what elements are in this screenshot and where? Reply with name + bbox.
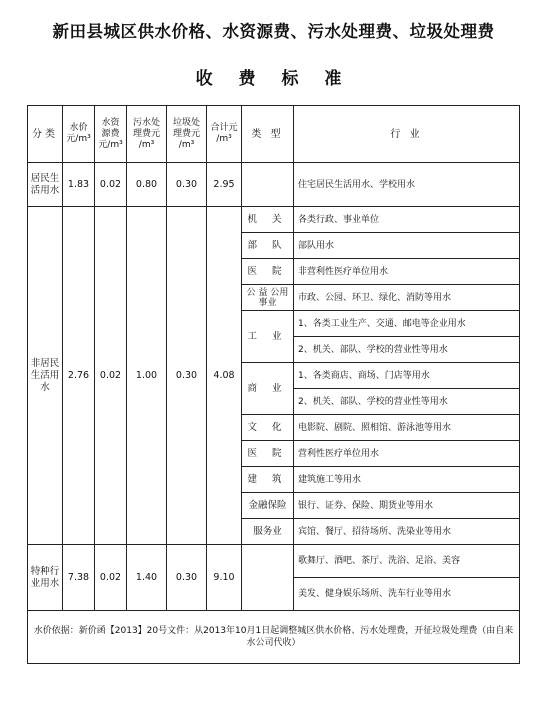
water-price-cell: 1.83 [63,163,95,207]
resource-fee-cell: 0.02 [95,545,127,611]
header-sewage-fee: 污水处 理费元 /m³ [127,106,167,163]
industry-cell: 住宅居民生活用水、学校用水 [294,163,520,207]
type-cell: 文 化 [242,415,294,441]
header-resource-fee: 水资 源费 元/m³ [95,106,127,163]
type-cell: 商 业 [242,363,294,415]
type-cell: 机 关 [242,207,294,233]
table-row [28,163,520,207]
type-cell-empty [242,163,294,207]
sewage-fee-cell: 1.40 [127,545,167,611]
industry-cell: 非营利性医疗单位用水 [294,259,520,285]
table-header-row [28,106,520,163]
garbage-fee-cell: 0.30 [167,163,207,207]
document-title: 新田县城区供水价格、水资源费、污水处理费、垃圾处理费 [52,22,495,41]
type-cell: 服务业 [242,519,294,545]
type-cell: 医 院 [242,441,294,467]
table-row [28,207,520,233]
table-row [28,545,520,578]
header-garbage-fee: 垃圾处 理费元 /m³ [167,106,207,163]
type-cell: 金融保险 [242,493,294,519]
industry-cell: 市政、公园、环卫、绿化、消防等用水 [294,285,520,311]
industry-cell: 1、各类工业生产、交通、邮电等企业用水 [294,311,520,337]
industry-cell: 电影院、剧院、照相馆、游泳池等用水 [294,415,520,441]
water-price-cell: 7.38 [63,545,95,611]
industry-cell: 2、机关、部队、学校的营业性等用水 [294,389,520,415]
garbage-fee-cell: 0.30 [167,545,207,611]
header-water-price: 水价 元/m³ [63,106,95,163]
water-price-cell: 2.76 [63,207,95,545]
header-total: 合计元 /m³ [207,106,242,163]
industry-cell: 1、各类商店、商场、门店等用水 [294,363,520,389]
sewage-fee-cell: 1.00 [127,207,167,545]
industry-cell: 营利性医疗单位用水 [294,441,520,467]
resource-fee-cell: 0.02 [95,163,127,207]
total-cell: 2.95 [207,163,242,207]
industry-cell: 银行、证券、保险、期货业等用水 [294,493,520,519]
industry-cell: 宾馆、餐厅、招待场所、洗染业等用水 [294,519,520,545]
type-cell: 医 院 [242,259,294,285]
type-cell: 工 业 [242,311,294,363]
category-special: 特种行业用水 [28,545,63,611]
industry-cell: 各类行政、事业单位 [294,207,520,233]
industry-cell: 2、机关、部队、学校的营业性等用水 [294,337,520,363]
industry-cell: 歌舞厅、酒吧、茶厅、洗浴、足浴、美容 [294,545,520,578]
fee-table [27,105,520,664]
industry-cell: 部队用水 [294,233,520,259]
resource-fee-cell: 0.02 [95,207,127,545]
type-cell: 部 队 [242,233,294,259]
total-cell: 4.08 [207,207,242,545]
industry-cell: 建筑施工等用水 [294,467,520,493]
garbage-fee-cell: 0.30 [167,207,207,545]
header-industry: 行 业 [294,106,520,163]
header-category: 分类 [28,106,63,163]
type-cell: 公 益 公用事业 [242,285,294,311]
category-residential: 居民生活用水 [28,163,63,207]
header-type: 类 型 [242,106,294,163]
type-cell-empty [242,545,294,611]
document-subtitle: 收 费 标 准 [195,69,352,89]
industry-cell: 美发、健身娱乐场所、洗车行业等用水 [294,578,520,611]
sewage-fee-cell: 0.80 [127,163,167,207]
footer-note: 水价依据：新价函【2013】20号文件：从2013年10月1日起调整城区供水价格、污水处理费，开征垃圾处理费（由自来水公司代收） [28,611,520,664]
footer-row [28,611,520,664]
category-non-residential: 非居民生活用水 [28,207,63,545]
total-cell: 9.10 [207,545,242,611]
type-cell: 建 筑 [242,467,294,493]
